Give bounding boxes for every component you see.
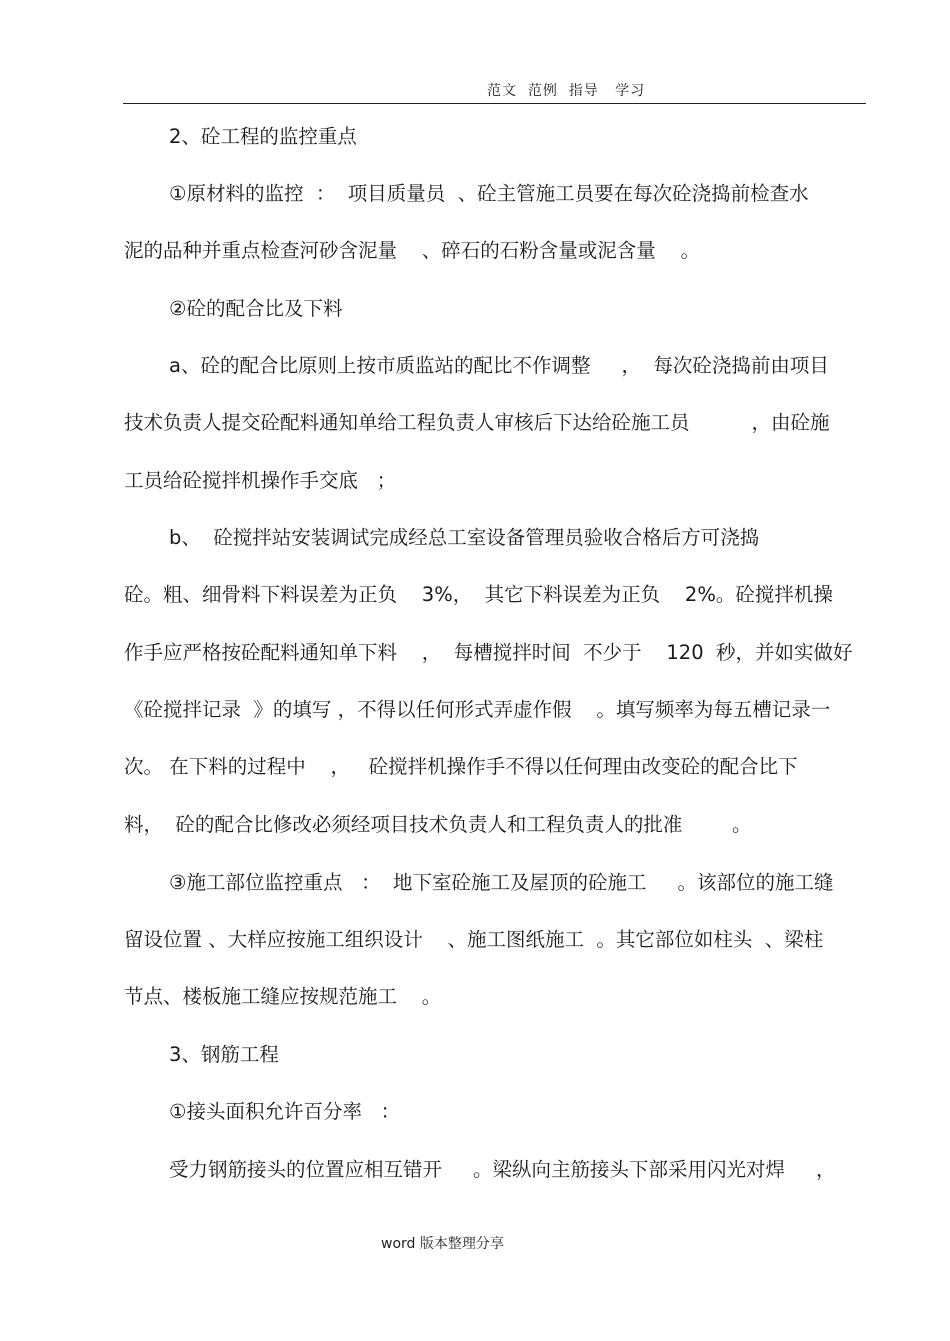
page-footer: word 版本整理分享	[381, 1236, 504, 1252]
paragraph-line: 砼。粗、细骨料下料误差为正负 3%， 其它下料误差为正负 2%。砼搅拌机操	[124, 583, 833, 606]
paragraph-line: ①原材料的监控 ： 项目质量员 、砼主管施工员要在每次砼浇捣前检查水	[169, 182, 809, 205]
paragraph-line: 《砼搅拌记录 》的填写 ，不得以任何形式弄虚作假 。填写频率为每五槽记录一	[124, 698, 831, 721]
header-divider	[123, 103, 866, 104]
section-heading: 2、砼工程的监控重点	[169, 125, 357, 148]
paragraph-line: 工员给砼搅拌机操作手交底 ；	[124, 469, 397, 492]
page-header: 范文 范例 指导 学习	[487, 83, 646, 99]
section-heading: 3、钢筋工程	[169, 1043, 279, 1066]
paragraph-line: a、砼的配合比原则上按市质监站的配比不作调整 ， 每次砼浇捣前由项目	[169, 354, 829, 377]
paragraph-line: 留设位置 、大样应按施工组织设计 、施工图纸施工 。其它部位如柱头 、梁柱	[124, 928, 824, 951]
paragraph-line: 料， 砼的配合比修改必须经项目技术负责人和工程负责人的批准 。	[124, 813, 752, 836]
paragraph-line: ③施工部位监控重点 ： 地下室砼施工及屋顶的砼施工 。该部位的施工缝	[169, 871, 834, 894]
paragraph-line: 受力钢筋接头的位置应相互错开 。梁纵向主筋接头下部采用闪光对焊 ，	[169, 1158, 836, 1181]
paragraph-line: 作手应严格按砼配料通知单下料 ， 每槽搅拌时间 不少于 120 秒，并如实做好	[124, 641, 853, 664]
paragraph-line: 次。 在下料的过程中 ， 砼搅拌机操作手不得以任何理由改变砼的配合比下	[124, 755, 798, 778]
paragraph-line: b、 砼搅拌站安装调试完成经总工室设备管理员验收合格后方可浇捣	[169, 526, 760, 549]
paragraph-line: 节点、楼板施工缝应按规范施工 。	[124, 985, 442, 1008]
subsection-heading: ①接头面积允许百分率 ：	[169, 1100, 401, 1123]
subsection-heading: ②砼的配合比及下料	[169, 297, 343, 320]
paragraph-line: 泥的品种并重点检查河砂含泥量 、碎石的石粉含量或泥含量 。	[124, 239, 701, 262]
paragraph-line: 技术负责人提交砼配料通知单给工程负责人审核后下达给砼施工员 ，由砼施	[124, 411, 830, 434]
